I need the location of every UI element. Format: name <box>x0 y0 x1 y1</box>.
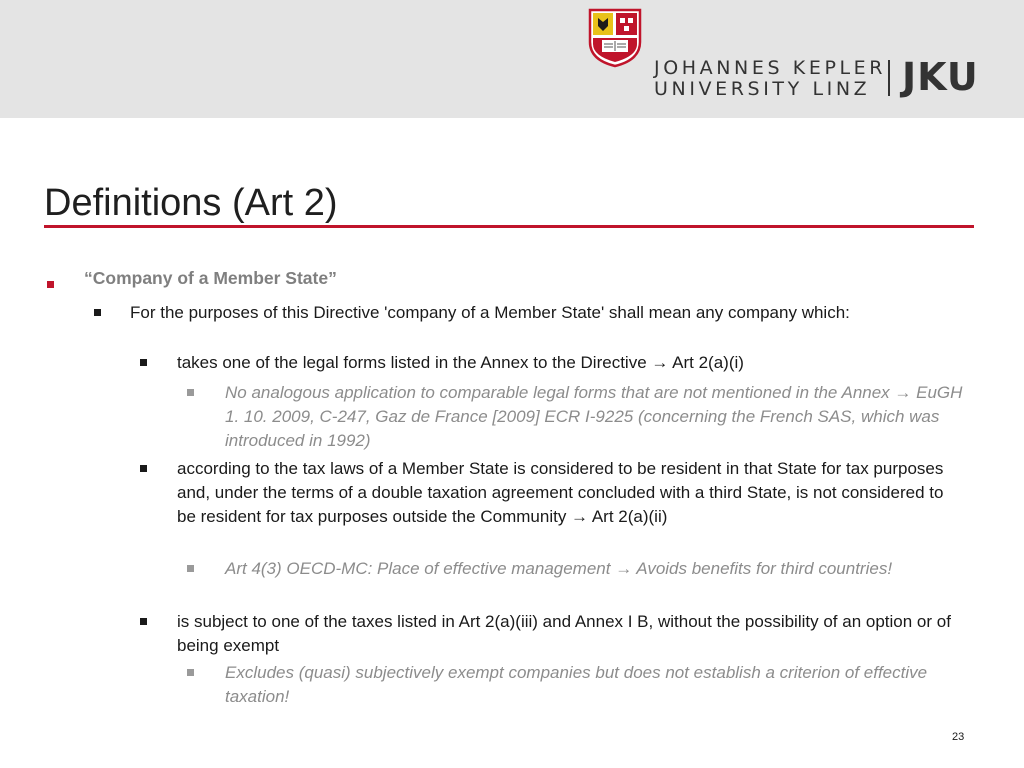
university-name <box>654 58 886 100</box>
logo-separator <box>888 60 890 96</box>
note-taxation: Excludes (quasi) subjectively exempt companies but does not establish a criterion of effective taxation! <box>225 663 928 706</box>
university-crest-icon <box>588 8 642 68</box>
bullet-square-icon <box>140 465 147 472</box>
bullet-intro: For the purposes of this Directive 'company of a Member State' shall mean any company which: <box>130 303 850 322</box>
note-residence: Art 4(3) OECD-MC: Place of effective management → Avoids benefits for third countries! <box>225 559 893 578</box>
bullet-square-icon <box>47 281 54 288</box>
logo-abbreviation: JKU <box>902 55 979 99</box>
page-number: 23 <box>952 731 965 743</box>
bullet-square-icon <box>187 389 194 396</box>
bullet-criterion-legal-form: takes one of the legal forms listed in the Annex to the Directive → Art 2(a)(i) <box>177 353 744 372</box>
logo-line-1: JOHANNES KEPLER <box>654 57 887 79</box>
slide-title: Definitions (Art 2) <box>44 182 338 224</box>
note-legal-form: No analogous application to comparable legal forms that are not mentioned in the Annex → EuGH 1. 10. 2009, C-247, Gaz de France [2009] ECR I-9225 (concerning the French SAS, which was introduced in 1992) <box>225 383 963 450</box>
bullet-level-1: “Company of a Member State” <box>84 268 337 288</box>
logo-line-2: UNIVERSITY LINZ <box>654 78 871 100</box>
bullet-square-icon <box>94 309 101 316</box>
bullet-square-icon <box>187 669 194 676</box>
bullet-square-icon <box>187 565 194 572</box>
header-band <box>0 0 1024 118</box>
bullet-criterion-taxation: is subject to one of the taxes listed in Art 2(a)(iii) and Annex I B, without the possibility of an option or of being exempt <box>177 612 951 655</box>
bullet-criterion-residence: according to the tax laws of a Member State is considered to be resident in that State for tax purposes and, under the terms of a double taxation agreement concluded with a third State, is not considered to be resident for tax purposes outside the Community → Art 2(a)(ii) <box>177 459 944 526</box>
bullet-square-icon <box>140 618 147 625</box>
bullet-square-icon <box>140 359 147 366</box>
title-underline <box>44 225 974 228</box>
